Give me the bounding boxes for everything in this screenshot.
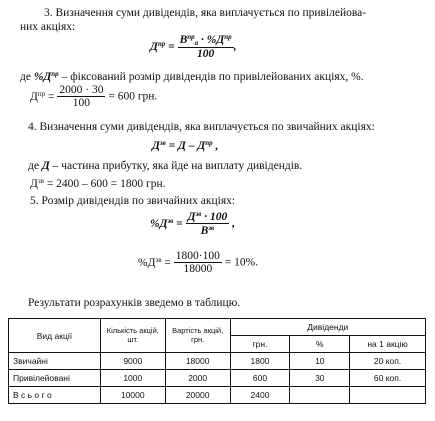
step4-heading: 4. Визначення суми дивідендів, яка виплачується по звичайних акціях: <box>28 121 375 133</box>
results-table <box>8 318 426 404</box>
cell-per-share: 20 коп. <box>350 353 426 370</box>
cell-pct: 10 <box>290 353 350 370</box>
header-uah: грн. <box>230 336 290 353</box>
cell-type: Звичайні <box>9 353 101 370</box>
cell-pct: 30 <box>290 370 350 387</box>
cell-uah: 600 <box>230 370 290 387</box>
cell-uah: 1800 <box>230 353 290 370</box>
table-row <box>9 370 426 387</box>
table-row <box>9 387 426 404</box>
calc-ordinary-dividends: $Д^{зв} = 2400 - 600 = 1800$ грн. <box>30 177 166 190</box>
cell-value: 20000 <box>165 387 230 404</box>
header-share-value: Вартість акцій, грн. <box>165 319 230 353</box>
header-share-count: Кількість акцій, шт. <box>100 319 165 353</box>
calc-ordinary-rate: $\%Д^{зв}$ = $\frac{1800\cdot 100}{18000}$ = 10%. <box>138 250 259 275</box>
cell-per-share <box>350 387 426 404</box>
cell-type: Привілейовані <box>9 370 101 387</box>
formula-ordinary-dividends: $Д^{зв} = Д - Д^{пр}$ , <box>152 139 219 152</box>
cell-count: 1000 <box>100 370 165 387</box>
header-share-type: Вид акції <box>9 319 101 353</box>
cell-count: 10000 <box>100 387 165 404</box>
step3-line1: 3. Визначення суми дивідендів, яка виплачується по привілейова- <box>44 7 367 19</box>
header-dividends: Дивіденди <box>230 319 425 336</box>
header-per-share: на 1 акцію <box>350 336 426 353</box>
where-preferred-rate: де $\%Д^{пр}$ – фіксований розмір дивідендів по привілейованих акціях, %. <box>20 70 364 83</box>
summary-text: Результати розрахунків зведемо в таблицю. <box>28 297 241 309</box>
step3-line2: них акціях: <box>20 21 76 33</box>
cell-type: В с ь о г о <box>9 387 101 404</box>
cell-value: 2000 <box>165 370 230 387</box>
where-profit-share: де Д – частина прибутку, яка йде на виплату дивідендів. <box>28 160 303 172</box>
formula-ordinary-rate: $\%Д^{зв}$ = $\frac{Д^{зв} \cdot 100}{В^{зв}}$ , <box>150 210 235 237</box>
calc-preferred-dividends: $Д^{пр}$ = $\frac{2000 \cdot 30}{100}$ = 600 грн. <box>30 84 158 109</box>
cell-pct <box>290 387 350 404</box>
cell-uah: 2400 <box>230 387 290 404</box>
cell-count: 9000 <box>100 353 165 370</box>
cell-value: 18000 <box>165 353 230 370</box>
step5-heading: 5. Розмір дивідендів по звичайних акціях: <box>30 195 236 207</box>
formula-preferred-dividends: $Д^{пр}$ = $\frac{В^{пр}_а \cdot \%Д^{пр}}{100}$ , <box>150 33 237 60</box>
cell-per-share: 60 коп. <box>350 370 426 387</box>
table-row <box>9 353 426 370</box>
header-pct: % <box>290 336 350 353</box>
